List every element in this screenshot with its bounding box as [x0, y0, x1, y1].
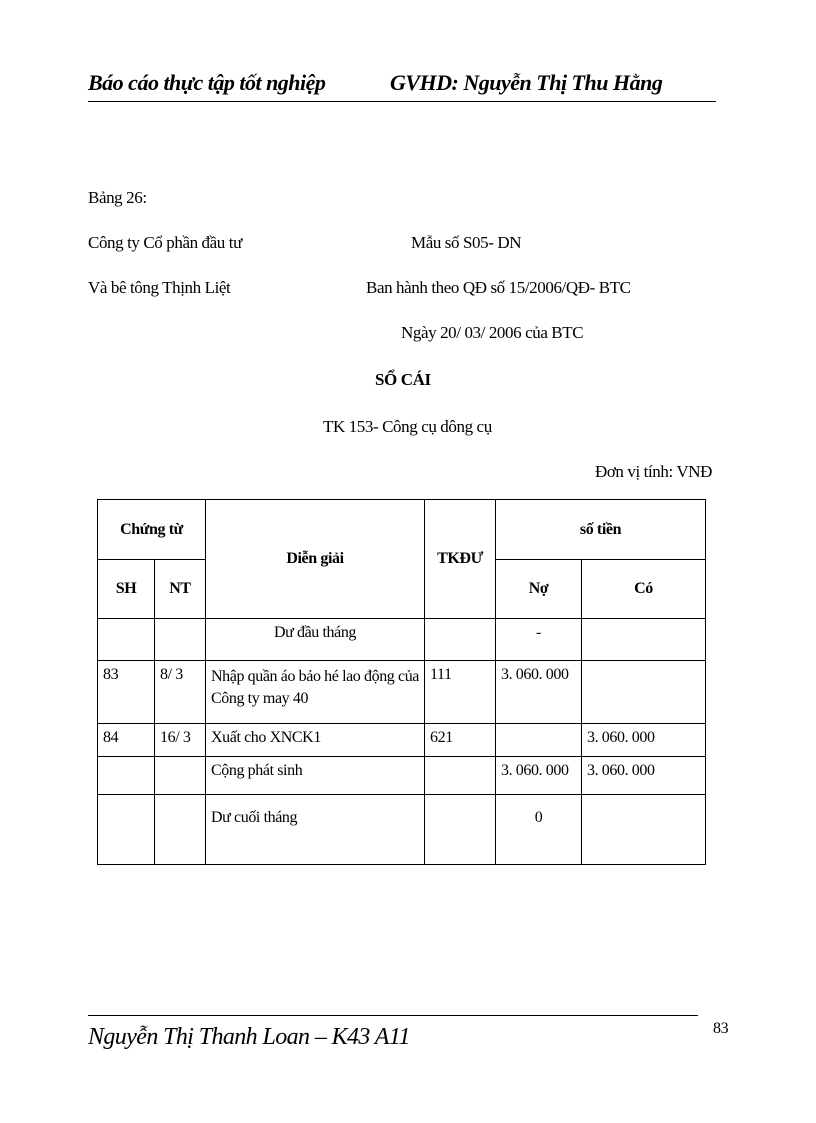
- header-supervisor: GVHD: Nguyễn Thị Thu Hằng: [390, 70, 663, 95]
- issued-date: Ngày 20/ 03/ 2006 của BTC: [401, 323, 584, 342]
- cell-sh: 84: [98, 724, 155, 757]
- cell-debit: 3. 060. 000: [496, 757, 582, 795]
- header-credit: Có: [582, 560, 706, 619]
- cell-debit: 0: [496, 795, 582, 865]
- cell-nt: [155, 795, 206, 865]
- cell-debit: -: [496, 619, 582, 661]
- cell-credit: [582, 661, 706, 724]
- page-number: 83: [713, 1020, 729, 1037]
- table-number: Bảng 26:: [88, 188, 147, 207]
- footer-author: Nguyễn Thị Thanh Loan – K43 A11: [88, 1024, 410, 1050]
- issued-by: Ban hành theo QĐ số 15/2006/QĐ- BTC: [366, 278, 631, 297]
- cell-debit: 3. 060. 000: [496, 661, 582, 724]
- cell-tkdu: [425, 619, 496, 661]
- cell-description: Xuất cho XNCK1: [206, 724, 425, 757]
- cell-credit: [582, 619, 706, 661]
- cell-description: Cộng phát sinh: [206, 757, 425, 795]
- currency-unit: Đơn vị tính: VNĐ: [594, 462, 712, 481]
- header-tkdu: TKĐƯ: [425, 500, 496, 619]
- cell-nt: 8/ 3: [155, 661, 206, 724]
- cell-debit: [496, 724, 582, 757]
- company-name-line2: Và bê tông Thịnh Liệt: [88, 278, 231, 297]
- header-rule: [88, 101, 716, 102]
- cell-credit: 3. 060. 000: [582, 757, 706, 795]
- header-voucher: Chứng từ: [98, 500, 206, 560]
- table-row: [98, 661, 706, 724]
- header-amount: số tiền: [496, 500, 706, 560]
- cell-description: Dư cuối tháng: [206, 795, 425, 865]
- cell-credit: 3. 060. 000: [582, 724, 706, 757]
- cell-nt: 16/ 3: [155, 724, 206, 757]
- cell-tkdu: [425, 757, 496, 795]
- form-number: Mẫu số S05- DN: [411, 233, 522, 252]
- cell-nt: [155, 757, 206, 795]
- cell-tkdu: 621: [425, 724, 496, 757]
- table-row: [98, 757, 706, 795]
- cell-tkdu: 111: [425, 661, 496, 724]
- header-report-title: Báo cáo thực tập tốt nghiệp: [88, 70, 326, 95]
- table-row: [98, 619, 706, 661]
- account-name: TK 153- Công cụ dông cụ: [323, 417, 492, 436]
- cell-nt: [155, 619, 206, 661]
- cell-credit: [582, 795, 706, 865]
- cell-description: Dư đầu tháng: [206, 619, 425, 661]
- ledger-title: SỔ CÁI: [375, 370, 431, 389]
- cell-sh: 83: [98, 661, 155, 724]
- cell-sh: [98, 619, 155, 661]
- footer-rule: [88, 1015, 698, 1016]
- company-name-line1: Công ty Cổ phần đầu tư: [88, 233, 242, 252]
- cell-sh: [98, 795, 155, 865]
- table-row: [98, 795, 706, 865]
- header-sh: SH: [98, 560, 155, 619]
- cell-tkdu: [425, 795, 496, 865]
- cell-description: Nhập quần áo bảo hé lao động của Công ty may 40: [206, 661, 425, 724]
- table-row: [98, 724, 706, 757]
- cell-sh: [98, 757, 155, 795]
- header-nt: NT: [155, 560, 206, 619]
- header-debit: Nợ: [496, 560, 582, 619]
- ledger-table: [97, 499, 706, 865]
- header-description: Diễn giải: [206, 500, 425, 619]
